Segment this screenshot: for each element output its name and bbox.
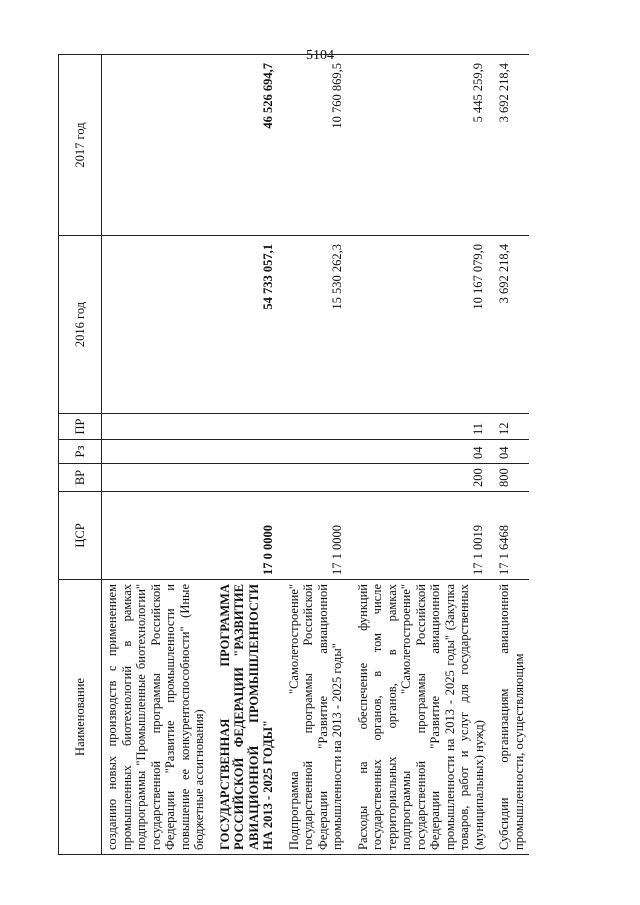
table-row	[102, 55, 210, 855]
row-vr	[210, 464, 279, 492]
row-pr	[102, 414, 210, 440]
header-2016: 2016 год	[59, 236, 102, 414]
row-2017: 10 760 869,5	[279, 55, 348, 236]
header-name: Наименование	[59, 580, 102, 855]
row-rz	[210, 440, 279, 464]
row-vr	[279, 464, 348, 492]
table-row	[210, 55, 279, 855]
row-name: Субсидии организациям авиационной промышленности, осуществляющим	[489, 580, 529, 855]
budget-table	[58, 54, 529, 855]
table-row	[489, 55, 529, 855]
row-2016: 15 530 262,3	[279, 236, 348, 414]
row-rz	[279, 440, 348, 464]
row-2016: 10 167 079,0	[348, 236, 490, 414]
row-csr: 17 0 0000	[210, 492, 279, 580]
row-rz	[102, 440, 210, 464]
row-pr: 11	[348, 414, 490, 440]
row-2016: 3 692 218,4	[489, 236, 529, 414]
row-name: ГОСУДАРСТВЕННАЯ ПРОГРАММА РОССИЙСКОЙ ФЕДЕРАЦИИ "РАЗВИТИЕ АВИАЦИОННОЙ ПРОМЫШЛЕННОСТИ НА 2013 - 2025 ГОДЫ"	[210, 580, 279, 855]
row-name: Подпрограмма "Самолетостроение" государственной программы Российской Федерации "Развитие авиационной промышленности на 2013 - 2025 годы"	[279, 580, 348, 855]
rotated-table-wrapper	[58, 55, 578, 855]
header-vr: ВР	[59, 464, 102, 492]
row-rz: 04	[489, 440, 529, 464]
row-vr: 200	[348, 464, 490, 492]
table-row	[279, 55, 348, 855]
header-rz: Рз	[59, 440, 102, 464]
row-csr: 17 1 6468	[489, 492, 529, 580]
page-number: 5104	[306, 48, 334, 63]
header-2017: 2017 год	[59, 55, 102, 236]
row-vr	[102, 464, 210, 492]
row-csr: 17 1 0000	[279, 492, 348, 580]
row-2017: 46 526 694,7	[210, 55, 279, 236]
row-pr: 12	[489, 414, 529, 440]
row-pr	[210, 414, 279, 440]
header-row	[59, 55, 102, 855]
row-2017: 5 445 259,9	[348, 55, 490, 236]
row-csr	[102, 492, 210, 580]
row-csr: 17 1 0019	[348, 492, 490, 580]
row-2017	[102, 55, 210, 236]
row-2016: 54 733 057,1	[210, 236, 279, 414]
row-rz: 04	[348, 440, 490, 464]
row-name: созданию новых производств с применением промышленных биотехнологий в рамках подпрограммы "Промышленные биотехнологии" государственной программы Российской Федерации "Развитие промышленности и повышение ее конкурентоспособности" (Иные бюджетные ассигнования)	[102, 580, 210, 855]
row-2017: 3 692 218,4	[489, 55, 529, 236]
header-pr: ПР	[59, 414, 102, 440]
row-2016	[102, 236, 210, 414]
row-vr: 800	[489, 464, 529, 492]
header-csr: ЦСР	[59, 492, 102, 580]
table-row	[348, 55, 490, 855]
row-name: Расходы на обеспечение функций государственных органов, в том числе территориальных органов, в рамках подпрограммы "Самолетостроение" государственной программы Российской Федерации "Развитие авиационной промышленности на 2013 - 2025 годы" (Закупка товаров, работ и услуг для государственных (муниципальных) нужд)	[348, 580, 490, 855]
row-pr	[279, 414, 348, 440]
